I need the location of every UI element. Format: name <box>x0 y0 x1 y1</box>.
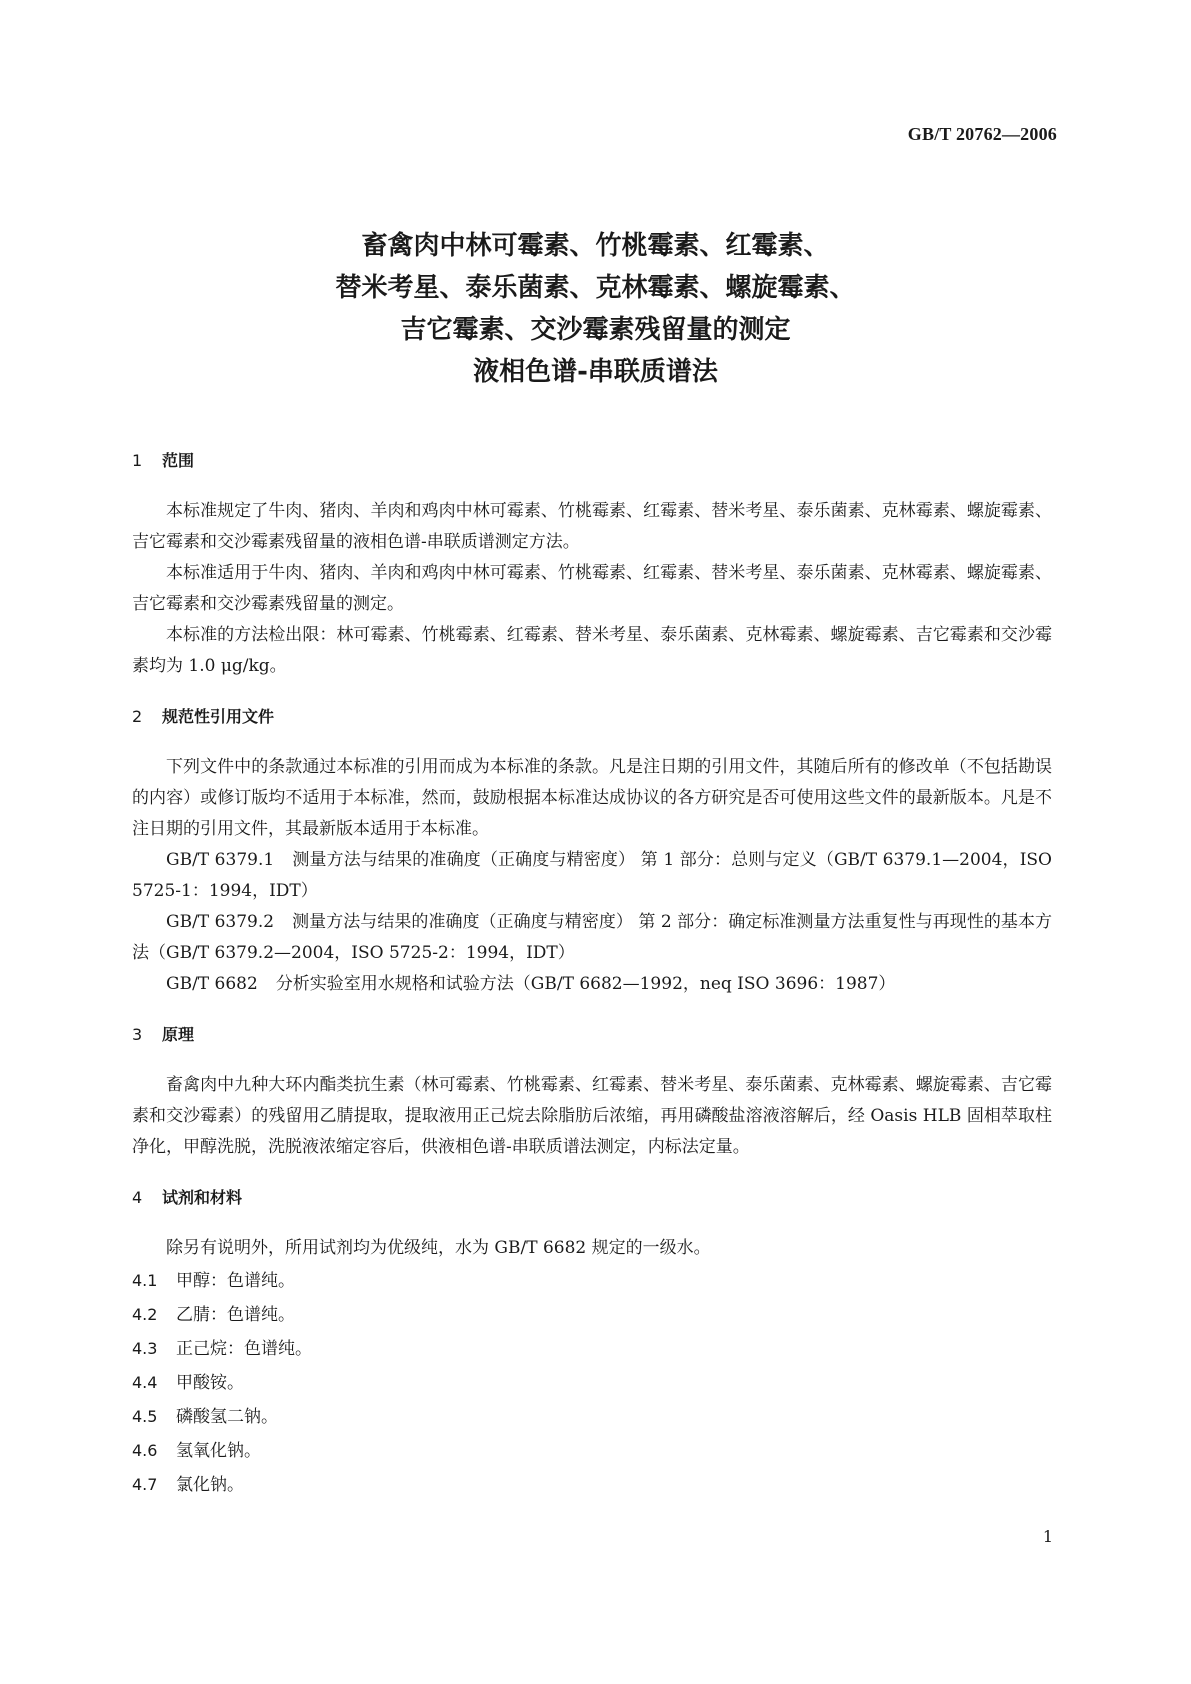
item-number: 4.4 <box>132 1373 158 1392</box>
title-line-3: 吉它霉素、交沙霉素残留量的测定 <box>400 315 791 345</box>
list-item <box>132 1366 1052 1400</box>
section-heading <box>132 702 1052 732</box>
reference-item <box>132 907 1052 969</box>
section-title: 范围 <box>162 451 195 470</box>
item-text: 甲酸铵。 <box>176 1373 244 1393</box>
reference-text: 分析实验室用水规格和试验方法（GB/T 6682—1992，neq ISO 3696：1987） <box>275 974 896 994</box>
item-number: 4.5 <box>132 1407 158 1426</box>
section-number: 2 <box>132 707 143 726</box>
document-body <box>132 446 1052 1502</box>
reference-text: 测量方法与结果的准确度（正确度与精密度） 第 1 部分：总则与定义（GB/T 6379.1—2004，ISO 5725-1：1994，IDT） <box>132 850 1052 901</box>
title-line-4: 液相色谱-串联质谱法 <box>473 357 718 387</box>
reference-code: GB/T 6379.1 <box>166 850 275 870</box>
item-number: 4.1 <box>132 1271 158 1290</box>
item-text: 氢氧化钠。 <box>176 1441 261 1461</box>
standard-code: GB/T 20762—2006 <box>907 124 1057 144</box>
title-line-1: 畜禽肉中林可霉素、竹桃霉素、红霉素、 <box>361 231 830 261</box>
item-number: 4.7 <box>132 1475 158 1494</box>
paragraph: 本标准适用于牛肉、猪肉、羊肉和鸡肉中林可霉素、竹桃霉素、红霉素、替米考星、泰乐菌素、克林霉素、螺旋霉素、吉它霉素和交沙霉素残留量的测定。 <box>132 563 1052 614</box>
list-item <box>132 1468 1052 1502</box>
list-item <box>132 1298 1052 1332</box>
section-heading <box>132 446 1052 476</box>
list-item <box>132 1434 1052 1468</box>
item-text: 氯化钠。 <box>176 1475 244 1495</box>
section-scope <box>132 446 1052 682</box>
title-line-2: 替米考星、泰乐菌素、克林霉素、螺旋霉素、 <box>335 273 856 303</box>
paragraph: 下列文件中的条款通过本标准的引用而成为本标准的条款。凡是注日期的引用文件，其随后所有的修改单（不包括勘误的内容）或修订版均不适用于本标准，然而，鼓励根据本标准达成协议的各方研究是否可使用这些文件的最新版本。凡是不注日期的引用文件，其最新版本适用于本标准。 <box>132 757 1052 839</box>
paragraph: 本标准规定了牛肉、猪肉、羊肉和鸡肉中林可霉素、竹桃霉素、红霉素、替米考星、泰乐菌素、克林霉素、螺旋霉素、吉它霉素和交沙霉素残留量的液相色谱-串联质谱测定方法。 <box>132 501 1052 552</box>
item-number: 4.3 <box>132 1339 158 1358</box>
reference-code: GB/T 6682 <box>166 974 258 994</box>
paragraph: 本标准的方法检出限：林可霉素、竹桃霉素、红霉素、替米考星、泰乐菌素、克林霉素、螺旋霉素、吉它霉素和交沙霉素均为 1.0 μg/kg。 <box>132 625 1052 676</box>
document-title <box>0 225 1191 393</box>
paragraph: 畜禽肉中九种大环内酯类抗生素（林可霉素、竹桃霉素、红霉素、替米考星、泰乐菌素、克林霉素、螺旋霉素、吉它霉素和交沙霉素）的残留用乙腈提取，提取液用正己烷去除脂肪后浓缩，再用磷酸盐溶液溶解后，经 Oasis HLB 固相萃取柱净化，甲醇洗脱，洗脱液浓缩定容后，供液相色谱-串联质谱法测定，内标法定量。 <box>132 1075 1052 1157</box>
reference-code: GB/T 6379.2 <box>166 912 275 932</box>
page-number: 1 <box>1042 1527 1053 1546</box>
paragraph: 除另有说明外，所用试剂均为优级纯，水为 GB/T 6682 规定的一级水。 <box>166 1238 711 1258</box>
list-item <box>132 1332 1052 1366</box>
item-text: 乙腈：色谱纯。 <box>176 1305 295 1325</box>
reference-item <box>132 845 1052 907</box>
item-text: 正己烷：色谱纯。 <box>176 1339 312 1359</box>
section-title: 原理 <box>162 1025 195 1044</box>
section-number: 1 <box>132 451 143 470</box>
reference-item <box>132 969 1052 1000</box>
section-number: 4 <box>132 1188 143 1207</box>
item-number: 4.6 <box>132 1441 158 1460</box>
item-text: 甲醇：色谱纯。 <box>176 1271 295 1291</box>
list-item <box>132 1400 1052 1434</box>
section-title: 规范性引用文件 <box>162 707 275 726</box>
item-text: 磷酸氢二钠。 <box>176 1407 278 1427</box>
reference-text: 测量方法与结果的准确度（正确度与精密度） 第 2 部分：确定标准测量方法重复性与再现性的基本方法（GB/T 6379.2—2004，ISO 5725-2：1994，IDT） <box>132 912 1052 963</box>
list-item <box>132 1264 1052 1298</box>
section-heading <box>132 1183 1052 1213</box>
section-heading <box>132 1020 1052 1050</box>
section-principle <box>132 1020 1052 1163</box>
item-number: 4.2 <box>132 1305 158 1324</box>
section-reagents <box>132 1183 1052 1502</box>
section-title: 试剂和材料 <box>162 1188 243 1207</box>
section-number: 3 <box>132 1025 143 1044</box>
section-normative-references <box>132 702 1052 1000</box>
